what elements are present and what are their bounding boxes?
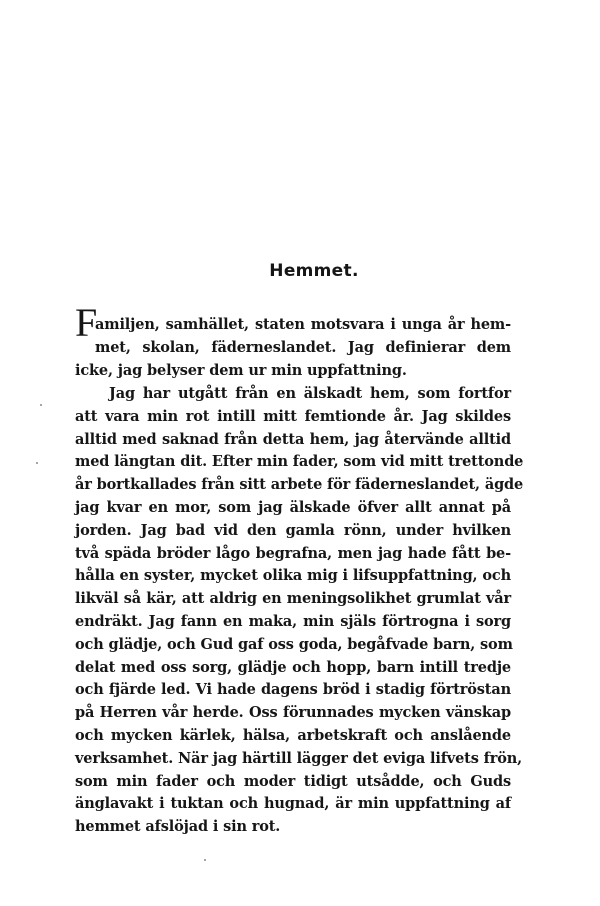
text-line: delat med oss sorg, glädje och hopp, barn intill tredje [75, 658, 511, 676]
text-line: hemmet afslöjad i sin rot. [75, 818, 281, 836]
text-line: och mycken kärlek, hälsa, arbetskraft och anslående [75, 726, 511, 744]
text-line: att vara min rot intill mitt femtionde år. Jag skildes [75, 407, 511, 425]
text-line: två späda bröder lågo begrafna, men jag hade fått be- [75, 544, 511, 562]
text-line: änglavakt i tuktan och hugnad, är min uppfattning af [75, 795, 511, 813]
text-line: Jag har utgått från en älskadt hem, som fortfor [109, 385, 511, 402]
text-line: hålla en syster, mycket olika mig i lifsuppfattning, och [75, 567, 511, 585]
text-line: och glädje, och Gud gaf oss goda, begåfvade barn, som [75, 635, 513, 653]
margin-speck [36, 462, 38, 464]
drop-cap: F [75, 300, 98, 345]
margin-speck [204, 859, 206, 861]
text-line: met, skolan, fäderneslandet. Jag definierar dem [95, 338, 511, 356]
text-line: amiljen, samhället, staten motsvara i unga år hem- [95, 316, 511, 333]
text-line: jag kvar en mor, som jag älskade öfver allt annat på [75, 498, 511, 516]
text-line: med längtan dit. Efter min fader, som vid mitt trettonde [75, 453, 524, 471]
paragraph-1 [75, 314, 511, 382]
text-line: som min fader och moder tidigt utsådde, och Guds [75, 772, 511, 790]
text-line: och fjärde led. Vi hade dagens bröd i stadig förtröstan [75, 681, 511, 699]
text-line: likväl så kär, att aldrig en meningsolikhet grumlat vår [75, 590, 511, 608]
text-line: verksamhet. När jag härtill lägger det eviga lifvets frön, [75, 749, 523, 767]
paragraph-2 [75, 383, 524, 839]
text-line: jorden. Jag bad vid den gamla rönn, under hvilken [75, 521, 511, 539]
margin-speck [40, 404, 42, 406]
text-line: icke, jag belyser dem ur min uppfattning. [75, 361, 407, 379]
text-line: endräkt. Jag fann en maka, min själs förtrogna i sorg [75, 612, 511, 630]
text-line: alltid med saknad från detta hem, jag återvände alltid [75, 430, 511, 448]
text-line: på Herren vår herde. Oss förunnades mycken vänskap [75, 704, 511, 722]
chapter-title: Hemmet. [269, 261, 359, 281]
text-line: år bortkallades från sitt arbete för fäderneslandet, ägde [75, 476, 524, 494]
